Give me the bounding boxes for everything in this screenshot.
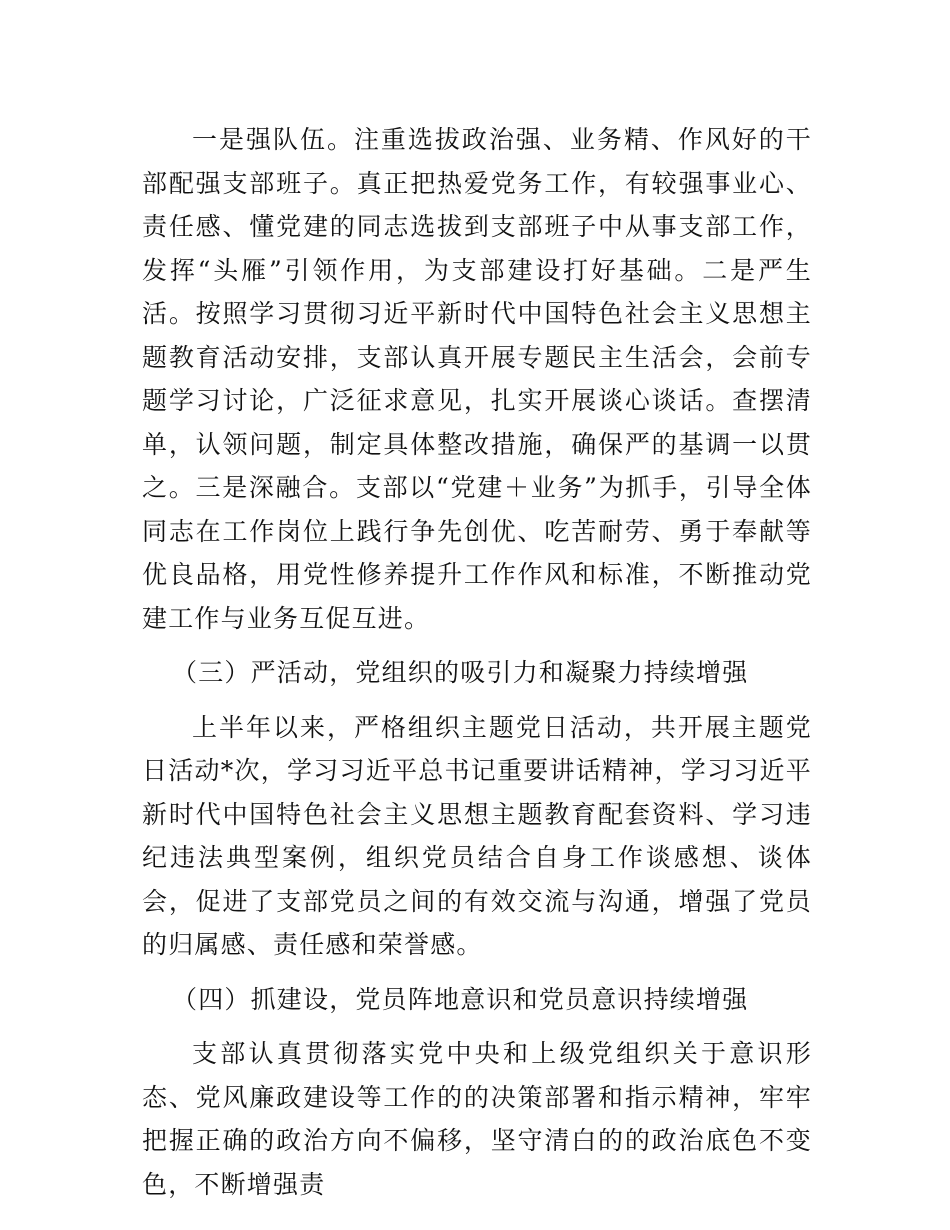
document-body bbox=[142, 118, 812, 1206]
paragraph-spacer bbox=[142, 698, 812, 706]
section-heading-3: （三）严活动，党组织的吸引力和凝聚力持续增强 bbox=[172, 658, 749, 687]
paragraph-spacer bbox=[142, 640, 812, 648]
paragraph-team-life-integration: 一是强队伍。注重选拔政治强、业务精、作风好的干部配强支部班子。真正把热爱党务工作，有较强事业心、责任感、懂党建的同志选拔到支部班子中从事支部工作，发挥“头雁”引领作用，为支部建设打好基础。二是严生活。按照学习贯彻习近平新时代中国特色社会主义思想主题教育活动安排，支部认真开展专题民主生活会，会前专题学习讨论，广泛征求意见，扎实开展谈心谈话。查摆清单，认领问题，制定具体整改措施，确保严的基调一以贯之。三是深融合。支部以“党建＋业务”为抓手，引导全体同志在工作岗位上践行争先创优、吃苦耐劳、勇于奉献等优良品格，用党性修养提升工作作风和标准，不断推动党建工作与业务互促互进。 bbox=[142, 125, 812, 633]
paragraph-activities: 上半年以来，严格组织主题党日活动，共开展主题党日活动*次，学习习近平总书记重要讲话精神，学习习近平新时代中国特色社会主义思想主题教育配套资料、学习违纪违法典型案例，组织党员结合自身工作谈感想、谈体会，促进了支部党员之间的有效交流与沟通，增强了党员的归属感、责任感和荣誉感。 bbox=[142, 712, 812, 959]
section-heading-4: （四）抓建设，党员阵地意识和党员意识持续增强 bbox=[172, 984, 749, 1014]
paragraph-spacer bbox=[142, 967, 812, 975]
paragraph-construction: 支部认真贯彻落实党中央和上级党组织关于意识形态、党风廉政建设等工作的的决策部署和指示精神，牢牢把握正确的政治方向不偏移，坚守清白的的政治底色不变色，不断增强责 bbox=[142, 1039, 812, 1199]
paragraph-spacer bbox=[142, 1024, 812, 1032]
